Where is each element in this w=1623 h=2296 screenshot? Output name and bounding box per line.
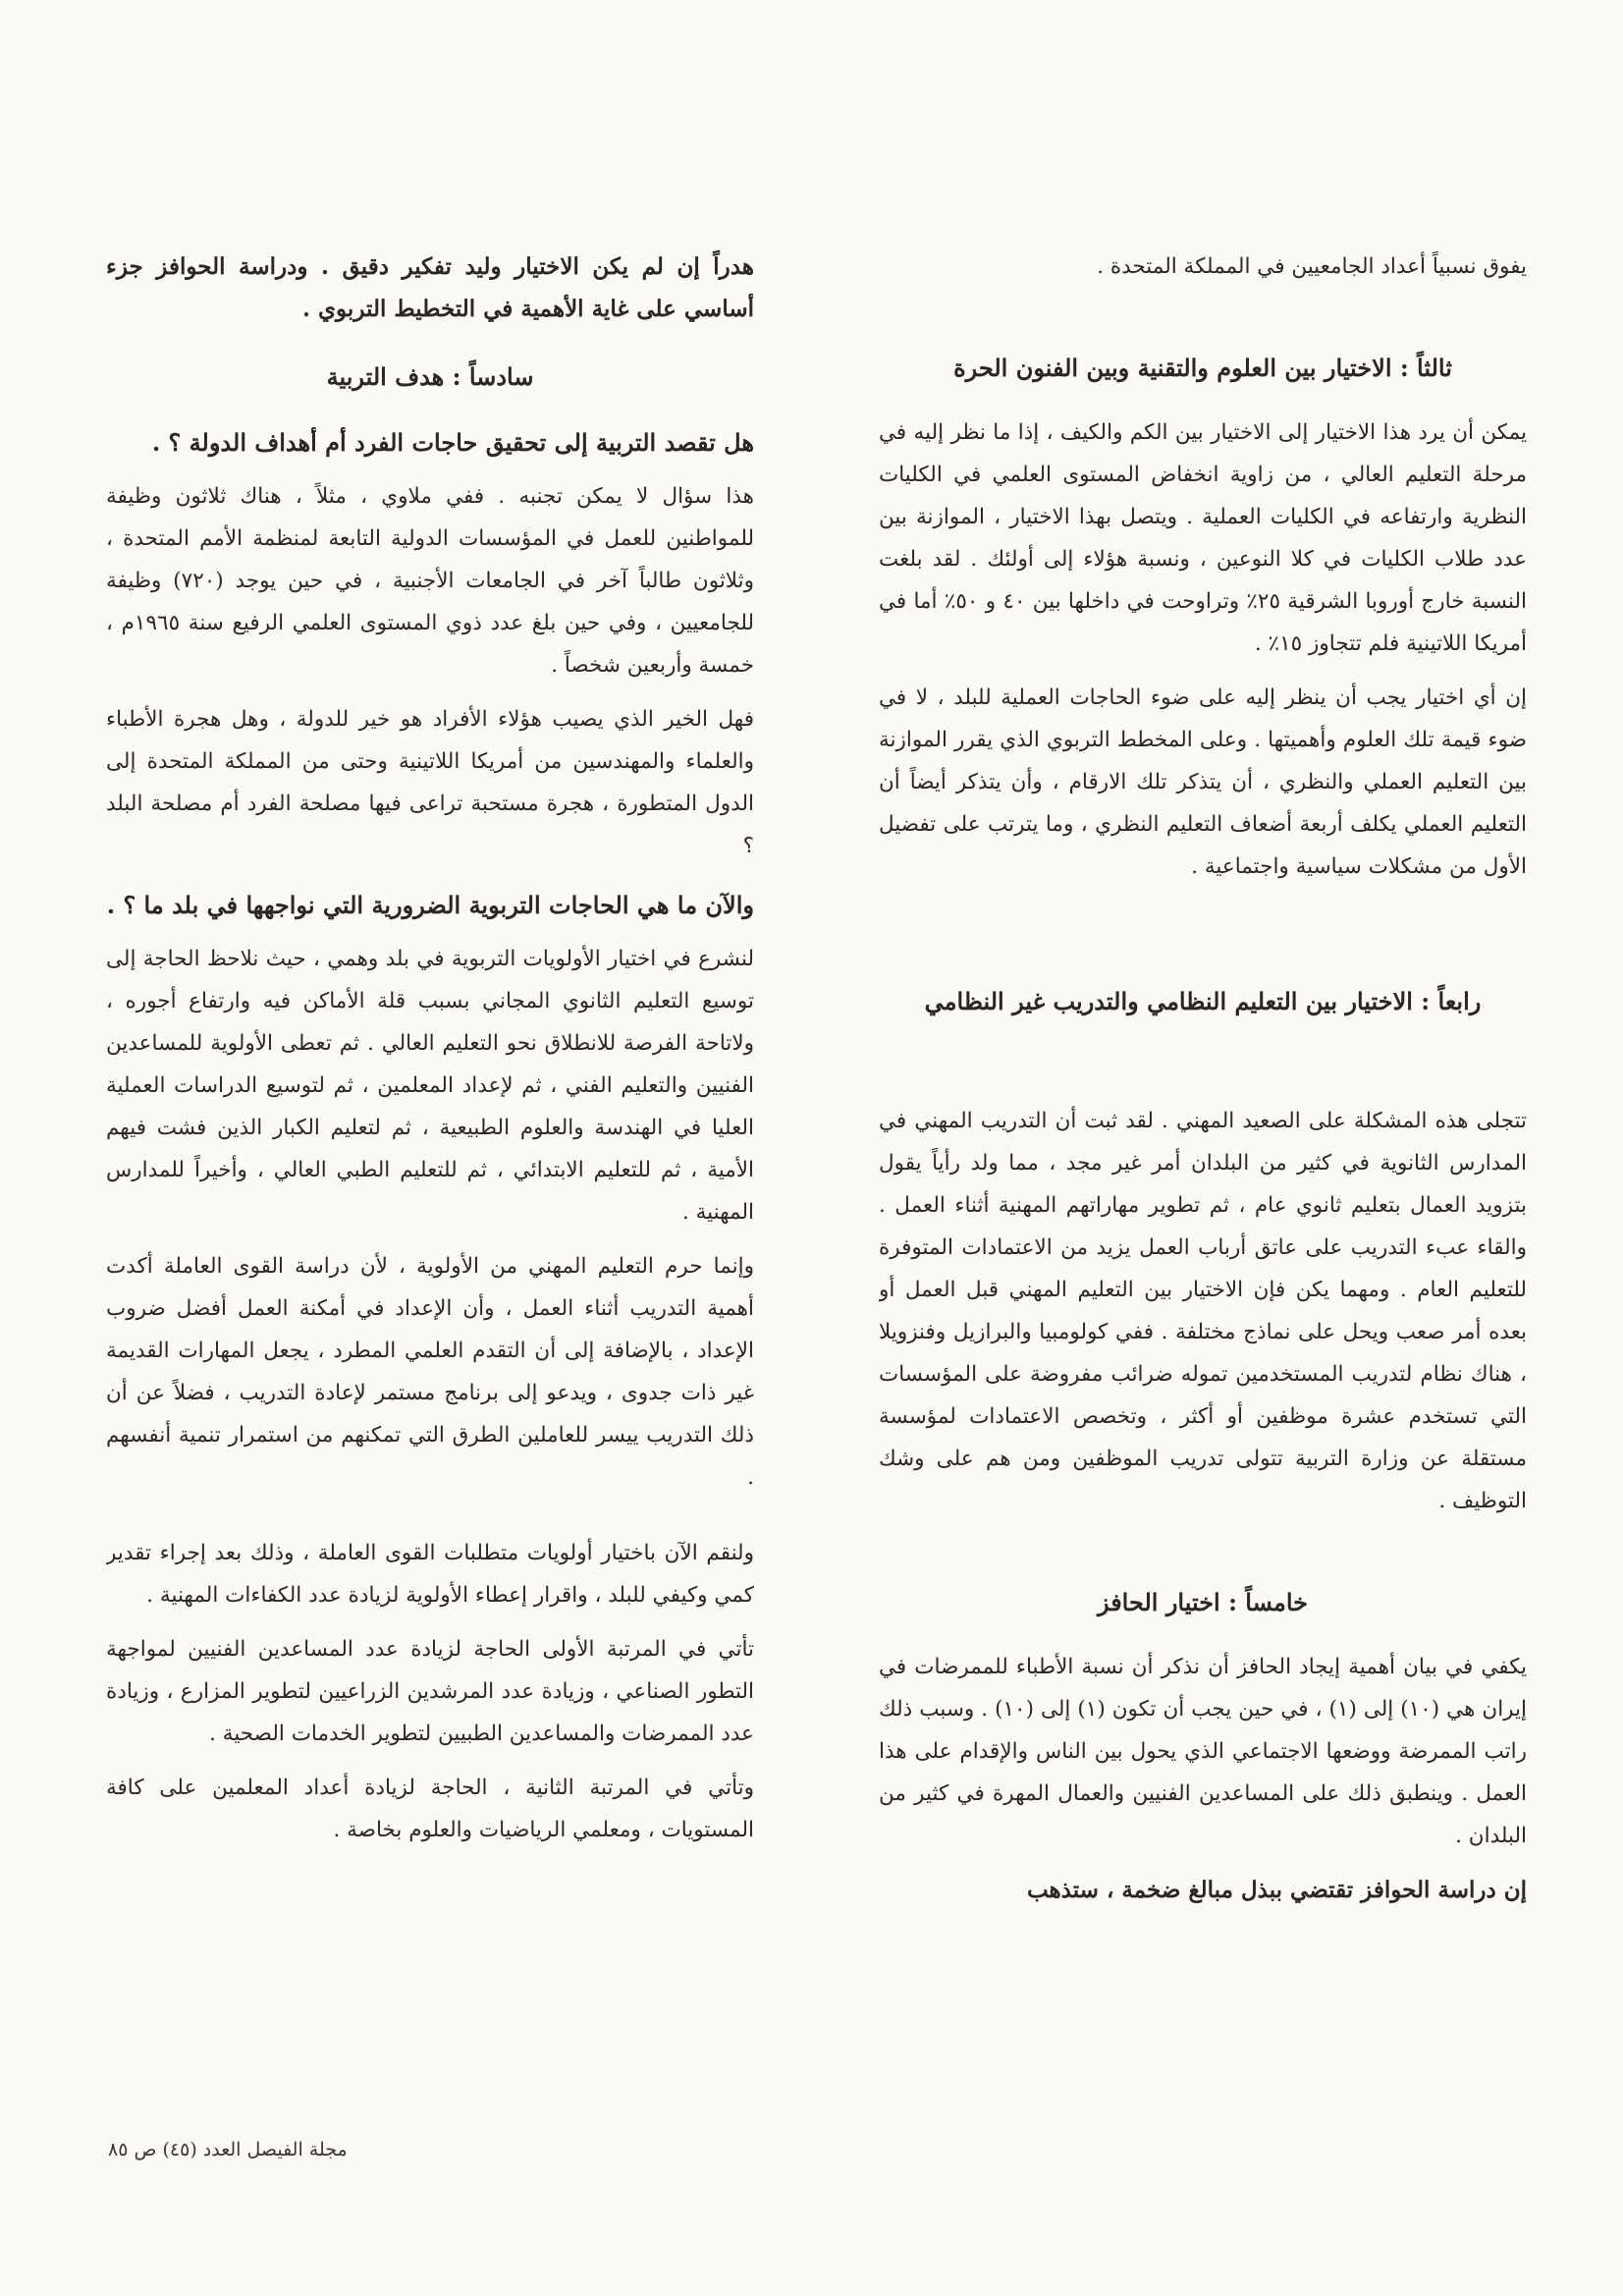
- right-column: [879, 246, 1527, 2062]
- paragraph-third-2: إن أي اختيار يجب أن ينظر إليه على ضوء الحاجات العملية للبلد ، لا في ضوء قيمة تلك العلوم وأهميتها . وعلى المخطط التربوي الذي يقرر الموازنة بين التعليم العملي والنظري ، أن يتذكر تلك الارقام ، وأن يتذكر أيضاً أن التعليم العملي يكلف أربعة أضعاف التعليم النظري ، وما يترتب على تفضيل الأول من مشكلات سياسية واجتماعية .: [879, 685, 1527, 879]
- page-footer: مجلة الفيصل العدد (٤٥) ص ٨٥: [108, 2139, 348, 2160]
- question-heading-2: والآن ما هي الحاجات التربوية الضرورية التي نواجهها في بلد ما ؟ .: [106, 891, 754, 919]
- paragraph-sixth-3: لنشرع في اختيار الأولويات التربوية في بلد وهمي ، حيث نلاحظ الحاجة إلى توسيع التعليم الثانوي المجاني بسبب قلة الأماكن فيه وارتفاع أجوره ، ولاتاحة الفرصة للانطلاق نحو التعليم العالي . ثم تعطى الأولوية للمساعدين الفنيين والتعليم الفني ، ثم لإعداد المعلمين ، ثم لتوسيع الدراسات العملية العليا في الهندسة والعلوم الطبيعية ، ثم لتعليم الكبار الذين فشت فيهم الأمية ، ثم للتعليم الابتدائي ، ثم للتعليم الطبي العالي ، وأخيراً للمدارس المهنية .: [106, 947, 754, 1225]
- section-heading-third: ثالثاً : الاختيار بين العلوم والتقنية وبين الفنون الحرة: [953, 354, 1452, 382]
- paragraph-fourth: تتجلى هذه المشكلة على الصعيد المهني . لقد ثبت أن التدريب المهني في المدارس الثانوية في كثير من البلدان أمر غير مجد ، مما ولد رأياً يقول بتزويد العمال بتعليم ثانوي عام ، ثم تطوير مهاراتهم المهنية أثناء العمل . والقاء عبء التدريب على عاتق أرباب العمل يزيد من الاعتمادات المتوفرة للتعليم العام . ومهما يكن فإن الاختيار بين التعليم المهني قبل العمل أو بعده أمر صعب ويحل على نماذج مختلفة . ففي كولومبيا والبرازيل وفنزويلا ، هناك نظام لتدريب المستخدمين تموله ضرائب مفروضة على المؤسسات التي تستخدم عشرة موظفين أو أكثر ، وتخصص الاعتمادات لمؤسسة مستقلة عن وزارة التربية تتولى تدريب الموظفين ومن هم على وشك التوظيف .: [879, 1109, 1527, 1513]
- question-heading-1: هل تقصد التربية إلى تحقيق حاجات الفرد أم أهداف الدولة ؟ .: [151, 428, 754, 457]
- left-column: [106, 246, 754, 2062]
- paragraph-sixth-6: تأتي في المرتبة الأولى الحاجة لزيادة عدد المساعدين الفنيين لمواجهة التطور الصناعي ، وزيادة عدد المرشدين الزراعيين لتطوير المزارع ، وزيادة عدد الممرضات والمساعدين الطبيين لتطوير الخدمات الصحية .: [106, 1637, 754, 1746]
- paragraph-sixth-2: فهل الخير الذي يصيب هؤلاء الأفراد هو خير للدولة ، وهل هجرة الأطباء والعلماء والمهندسين من أمريكا اللاتينية وحتى من المملكة المتحدة إلى الدول المتطورة ، هجرة مستحبة تراعى فيها مصلحة الفرد أم مصلحة البلد ؟: [106, 707, 754, 858]
- paragraph-third-1: يمكن أن يرد هذا الاختيار إلى الاختيار بين الكم والكيف ، إذا ما نظر إليه في مرحلة التعليم العالي ، من زاوية انخفاض المستوى العلمي في الكليات النظرية وارتفاعه في الكليات العملية . ويتصل بهذا الاختيار ، الموازنة بين عدد طلاب الكليات في كلا النوعين ، ونسبة هؤلاء إلى أولئك . لقد بلغت النسبة خارج أوروبا الشرقية ٢٥٪ وتراوحت في داخلها بين ٤٠ و ٥٠٪ أما في أمريكا اللاتينية فلم تتجاوز ١٥٪ .: [879, 420, 1527, 656]
- paragraph-sixth-7: وتأتي في المرتبة الثانية ، الحاجة لزيادة أعداد المعلمين على كافة المستويات ، ومعلمي الرياضيات والعلوم بخاصة .: [106, 1776, 754, 1842]
- section-heading-fifth: خامساً : اختيار الحافز: [1097, 1588, 1309, 1616]
- continuation-paragraph: هدراً إن لم يكن الاختيار وليد تفكير دقيق . ودراسة الحوافز جزء أساسي على غاية الأهمية في التخطيط التربوي .: [106, 253, 754, 322]
- paragraph-sixth-4: وإنما حرم التعليم المهني من الأولوية ، لأن دراسة القوى العاملة أكدت أهمية التدريب أثناء العمل ، وأن الإعداد في أمكنة العمل أفضل ضروب الإعداد ، بالإضافة إلى أن التقدم العلمي المطرد ، يجعل المهارات القديمة غير ذات جدوى ، ويدعو إلى برنامج مستمر لإعادة التدريب ، فضلاً عن أن ذلك التدريب ييسر للعاملين الطرق التي تمكنهم من استمرار تنمية أنفسهم .: [106, 1254, 754, 1490]
- paragraph-sixth-5: ولنقم الآن باختيار أولويات متطلبات القوى العاملة ، وذلك بعد إجراء تقدير كمي وكيفي للبلد ، واقرار إعطاء الأولوية لزيادة عدد الكفاءات المهنية .: [106, 1541, 754, 1608]
- intro-paragraph: يفوق نسبياً أعداد الجامعيين في المملكة المتحدة .: [1097, 254, 1527, 279]
- paragraph-sixth-1: هذا سؤال لا يمكن تجنبه . ففي ملاوي ، مثلاً ، هناك ثلاثون وظيفة للمواطنين للعمل في المؤسسات الدولية التابعة لمنظمة الأمم المتحدة ، وثلاثون طالباً آخر في الجامعات الأجنبية ، في حين يوجد (٧٢٠) وظيفة للجامعيين ، وفي حين بلغ عدد ذوي المستوى العلمي الرفيع سنة ١٩٦٥م ، خمسة وأربعين شخصاً .: [106, 484, 754, 678]
- section-heading-sixth: سادساً : هدف التربية: [326, 362, 534, 391]
- paragraph-fifth: يكفي في بيان أهمية إيجاد الحافز أن نذكر أن نسبة الأطباء للممرضات في إيران هي (١٠) إلى (١) ، في حين يجب أن تكون (١) إلى (١٠) . وسبب ذلك راتب الممرضة ووضعها الاجتماعي الذي يحول بين الناس والإقدام على هذا العمل . وينطبق ذلك على المساعدين الفنيين والعمال المهرة في كثير من البلدان .: [879, 1655, 1527, 1848]
- paragraph-fifth-bold: إن دراسة الحوافز تقتضي ببذل مبالغ ضخمة ، ستذهب: [1026, 1877, 1527, 1903]
- section-heading-fourth: رابعاً : الاختيار بين التعليم النظامي والتدريب غير النظامي: [924, 987, 1482, 1015]
